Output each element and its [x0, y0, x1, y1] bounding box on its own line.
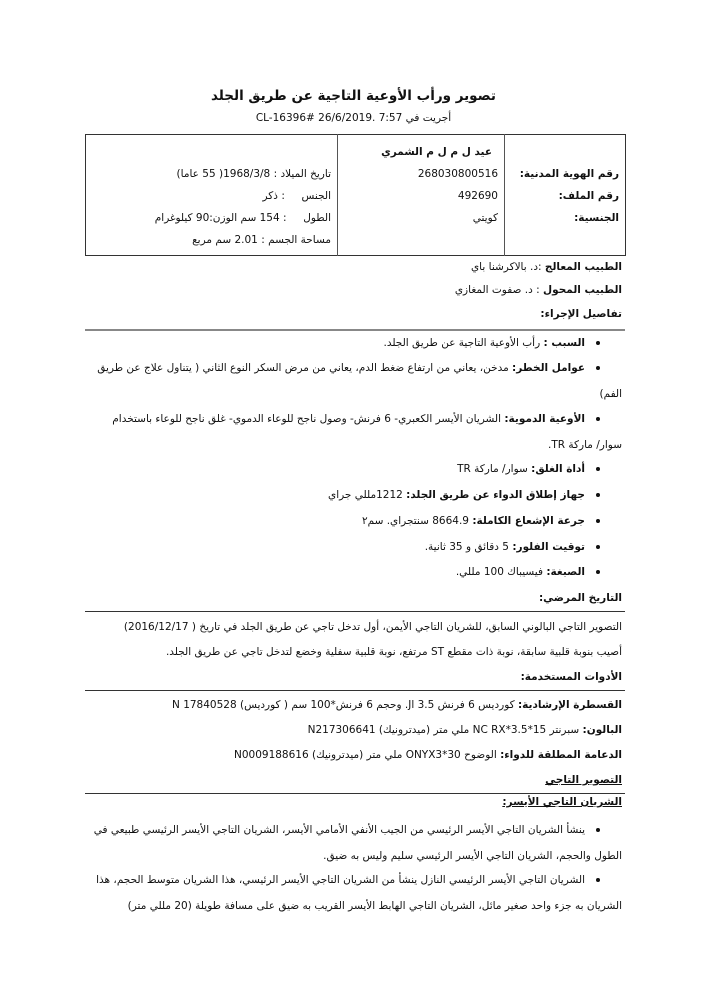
patient-info-table — [85, 134, 626, 256]
height-weight: الطول : 154 سم الوزن:90 كيلوغرام — [154, 212, 331, 224]
date-of-birth: تاريخ الميلاد : 1968/3/8( 55 عاما) — [176, 168, 331, 180]
bullet-icon — [596, 570, 600, 574]
tool-item: البالون: سبرنتر 15*3.5*NC RX ملي متر (ميدترونيك) N217306641 — [307, 724, 622, 736]
tools-heading: الأدوات المستخدمة: — [520, 671, 622, 683]
file-number: 492690 — [457, 190, 498, 202]
history-line: أصيب بنوبة قلبية سابقة، نوبة ذات مقطع ST مرتفع، نوبة قلبية سفلية وخضع لتدخل تاجي عن طريق الجلد. — [165, 646, 622, 658]
referring-doctor: الطبيب المحول : د. صفوت المغازي — [454, 284, 622, 296]
angiography-heading: التصوير التاجي — [545, 774, 622, 786]
bullet-icon — [596, 467, 600, 471]
bullet-icon — [596, 545, 600, 549]
angiography-item: ينشأ الشريان التاجي الأيسر الرئيسي من الجيب الأنفي الأمامي الأيسر، الشريان التاجي الأيسر الرئيسي طبيعي في الطول والحجم، الشريان التاجي الأيسر الرئيسي سليم وليس به ضيق. — [93, 824, 622, 862]
file-label: رقم الملف: — [558, 190, 619, 202]
procedure-item: جهاز إطلاق الدواء عن طريق الجلد: 1212مللي جراي — [85, 483, 622, 509]
body-surface-area: مساحة الجسم : 2.01 سم مربع — [192, 234, 331, 246]
nationality-label: الجنسية: — [574, 212, 619, 224]
history-line: التصوير التاجي البالوني السابق، للشريان التاجي الأيمن، أول تدخل تاجي عن طريق الجلد في تاريخ ( 2016/12/17) — [123, 621, 622, 633]
gender: الجنس : ذكر — [262, 190, 331, 202]
procedure-item: السبب : رأب الأوعية التاجية عن طريق الجلد. — [85, 331, 622, 357]
civil-id-label: رقم الهوية المدنية: — [519, 168, 619, 180]
procedure-date-id: أجريت في 7:57 .26/6/2019 CL-16396# — [255, 112, 452, 124]
divider — [85, 611, 625, 612]
procedure-item: جرعة الإشعاع الكاملة: 8664.9 سنتجراي. سم٢ — [85, 509, 622, 535]
nationality: كويتي — [472, 212, 498, 224]
procedure-item: توقيت الفلور: 5 دقائق و 35 ثانية. — [85, 535, 622, 561]
left-coronary-heading: الشريان التاجي الأيسر: — [502, 796, 622, 808]
bullet-icon — [596, 878, 600, 882]
procedure-item: الصبغة: فيسيباك 100 مللي. — [85, 560, 622, 586]
history-heading: التاريخ المرضي: — [538, 592, 622, 604]
civil-id: 268030800516 — [417, 168, 498, 180]
bullet-icon — [596, 417, 600, 421]
procedure-item: عوامل الخطر: مدخن، يعاني من ارتفاع ضغط الدم، يعاني من مرض السكر النوع الثاني ( يتناول علاج عن طريق الفم) — [97, 362, 622, 400]
page-title: تصوير ورأب الأوعية التاجية عن طريق الجلد — [210, 88, 496, 104]
bullet-icon — [596, 341, 600, 345]
bullet-icon — [596, 366, 600, 370]
tool-item: الدعامة المطلقة للدواء: الوضوح 30*ONYX3 ملي متر (ميدترونيك) N0009188616 — [234, 749, 622, 761]
patient-name: عيد ل م ل م الشمري — [381, 146, 492, 158]
bullet-icon — [596, 828, 600, 832]
bullet-icon — [596, 519, 600, 523]
procedure-heading: تفاصيل الإجراء: — [540, 308, 622, 320]
tool-item: القسطرة الإرشادية: كورديس 6 فرنش 3.5 اJ. وحجم 6 فرنش*100 سم ( كورديس) N 17840528 — [172, 699, 622, 711]
treating-doctor: الطبيب المعالج :د. بالاكرشنا باي — [470, 261, 622, 273]
procedure-item: الأوعية الدموية: الشريان الأيسر الكعبري- 6 فرنش- وصول ناجح للوعاء الدموي- غلق ناجح للوعاء باستخدام سوار/ ماركة TR. — [112, 413, 622, 451]
divider — [85, 690, 625, 691]
bullet-icon — [596, 493, 600, 497]
angiography-item: الشريان التاجي الأيسر الرئيسي النازل ينشأ من الشريان التاجي الأيسر الرئيسي، هذا الشريان متوسط الحجم، هذا الشريان به جزء واحد صغير مائل، الشريان التاجي الهابط الأيسر القريب به ضيق على مسافة طويلة (20 مللي متر) — [96, 874, 622, 912]
procedure-item: أداة الغلق: سوار/ ماركة TR — [85, 457, 622, 483]
